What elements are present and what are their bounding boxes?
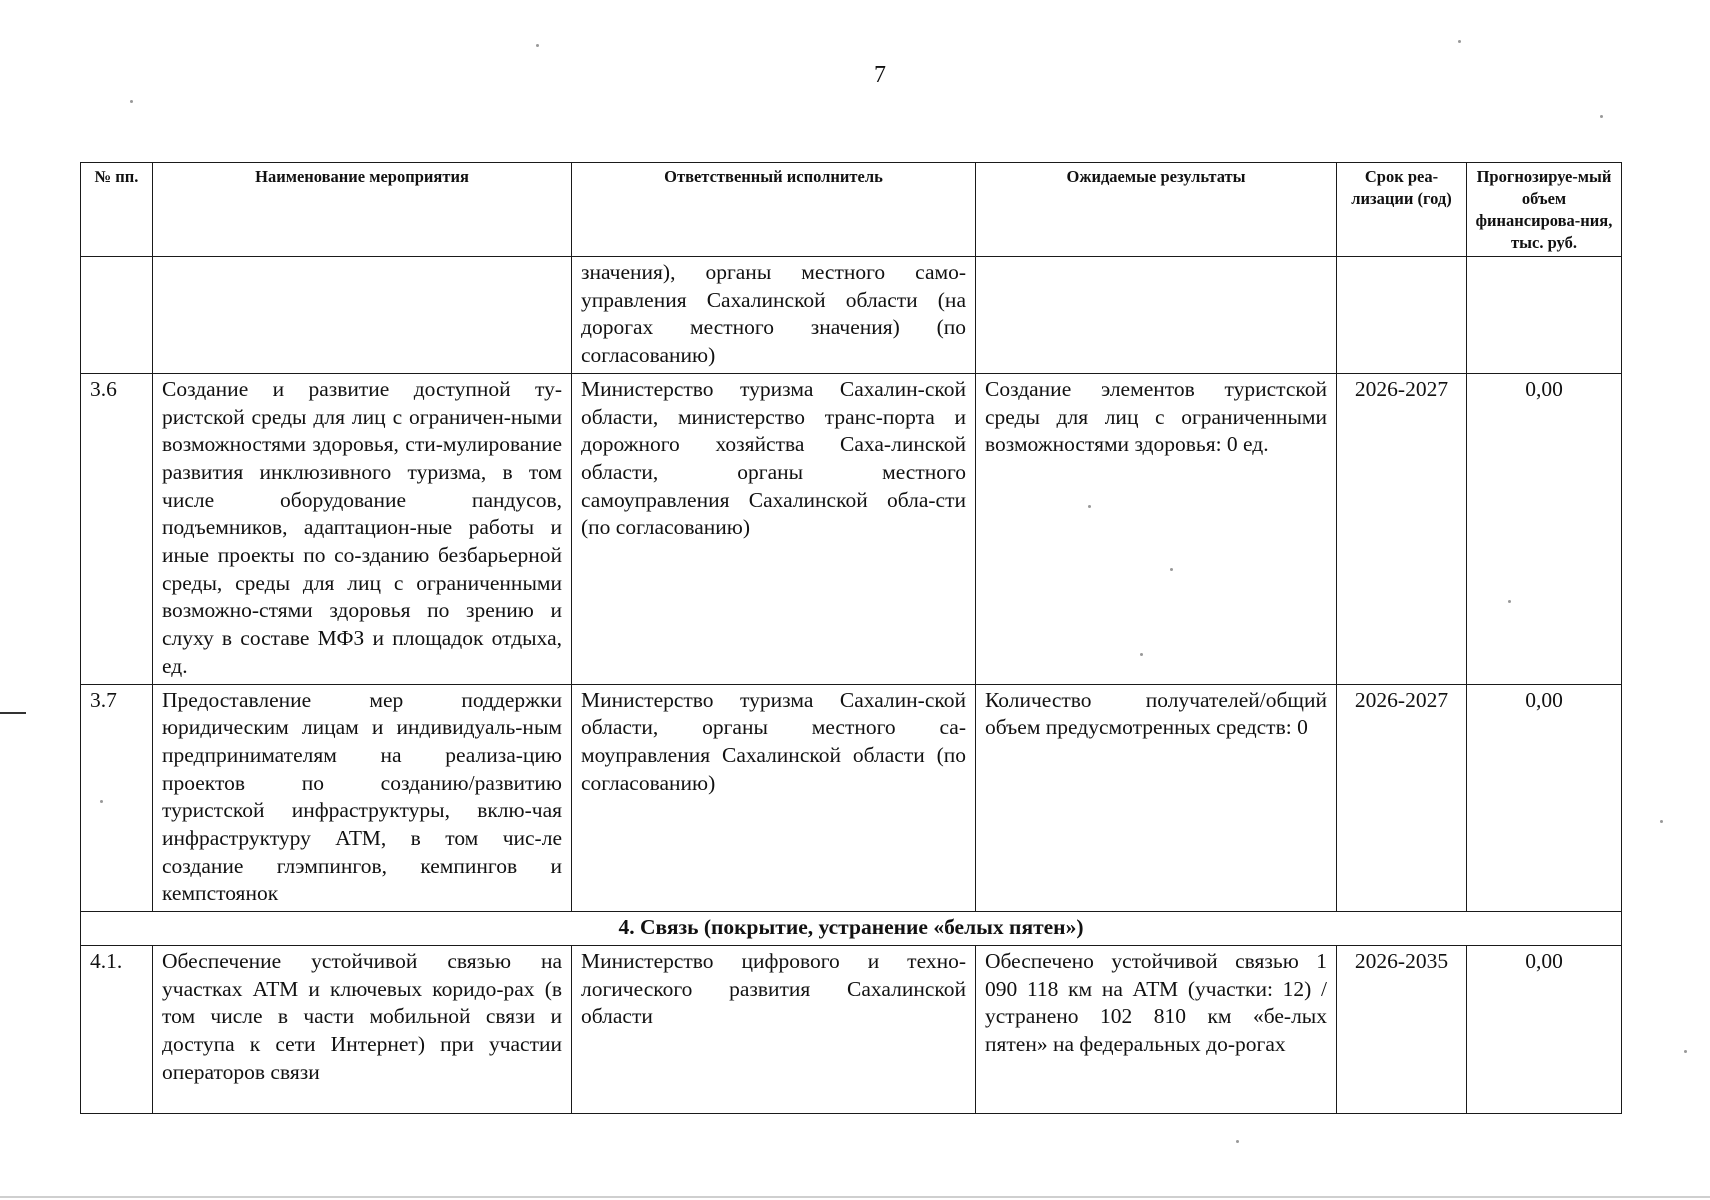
- cell-finance: 0,00: [1467, 373, 1622, 684]
- cell-executor: Министерство туризма Сахалин-ской области, органы местного са-моуправления Сахалинской области (по согласованию): [572, 684, 976, 912]
- scan-speck: [1170, 568, 1173, 571]
- cell-num: 4.1.: [81, 945, 153, 1113]
- cell-num: [81, 257, 153, 374]
- table-row: [81, 257, 1622, 374]
- header-num: № пп.: [81, 163, 153, 257]
- header-executor: Ответственный исполнитель: [572, 163, 976, 257]
- cell-term: 2026-2027: [1337, 373, 1467, 684]
- scan-speck: [1088, 505, 1091, 508]
- scan-speck: [1684, 1050, 1687, 1053]
- header-finance: Прогнозируе-мый объем финансирова-ния, тыс. руб.: [1467, 163, 1622, 257]
- cell-term: 2026-2035: [1337, 945, 1467, 1113]
- table-row: [81, 373, 1622, 684]
- cell-results: Количество получателей/общий объем предусмотренных средств: 0: [976, 684, 1337, 912]
- scan-speck: [536, 44, 539, 47]
- section-title: 4. Связь (покрытие, устранение «белых пятен»): [81, 912, 1622, 946]
- cell-results: [976, 257, 1337, 374]
- cell-executor: Министерство цифрового и техно-логического развития Сахалинской области: [572, 945, 976, 1113]
- table-row: [81, 945, 1622, 1113]
- scan-speck: [1140, 653, 1143, 656]
- cell-name: Предоставление мер поддержки юридическим лицам и индивидуаль-ным предпринимателям на реализа-цию проектов по созданию/развитию туристской инфраструктуры, вклю-чая инфраструктуру АТМ, в том чис-ле создание глэмпингов, кемпингов и кемпстоянок: [153, 684, 572, 912]
- header-name: Наименование мероприятия: [153, 163, 572, 257]
- activities-table: [80, 162, 1622, 1114]
- scan-speck: [100, 800, 103, 803]
- scan-edge-mark: [0, 712, 26, 714]
- cell-name: Создание и развитие доступной ту-ристской среды для лиц с ограничен-ными возможностями здоровья, сти-мулирование развития инклюзивного туризма, в том числе оборудование пандусов, подъемников, адаптацион-ные работы и иные проекты по со-зданию безбарьерной среды, среды для лиц с ограниченными возможно-стями здоровья по зрению и слуху в составе МФЗ и площадок отдыха, ед.: [153, 373, 572, 684]
- cell-executor: Министерство туризма Сахалин-ской области, министерство транс-порта и дорожного хозяйства Саха-линской области, органы местного самоуправления Сахалинской обла-сти (по согласованию): [572, 373, 976, 684]
- header-term: Срок реа-лизации (год): [1337, 163, 1467, 257]
- cell-finance: [1467, 257, 1622, 374]
- cell-finance: 0,00: [1467, 684, 1622, 912]
- scan-speck: [130, 100, 133, 103]
- table-header-row: [81, 163, 1622, 257]
- cell-num: 3.7: [81, 684, 153, 912]
- table-row: [81, 684, 1622, 912]
- page-number: 7: [874, 62, 886, 88]
- cell-term: [1337, 257, 1467, 374]
- cell-term: 2026-2027: [1337, 684, 1467, 912]
- cell-name: Обеспечение устойчивой связью на участках АТМ и ключевых коридо-рах (в том числе в части мобильной связи и доступа к сети Интернет) при участии операторов связи: [153, 945, 572, 1113]
- cell-results: Создание элементов туристской среды для лиц с ограниченными возможностями здоровья: 0 ед.: [976, 373, 1337, 684]
- section-row: [81, 912, 1622, 946]
- scan-bottom-edge: [0, 1196, 1710, 1198]
- scan-speck: [1458, 40, 1461, 43]
- cell-results: Обеспечено устойчивой связью 1 090 118 км на АТМ (участки: 12) / устранено 102 810 км «бе-лых пятен» на федеральных до-рогах: [976, 945, 1337, 1113]
- cell-name: [153, 257, 572, 374]
- scan-speck: [1660, 820, 1663, 823]
- cell-finance: 0,00: [1467, 945, 1622, 1113]
- cell-num: 3.6: [81, 373, 153, 684]
- scan-speck: [1508, 600, 1511, 603]
- header-results: Ожидаемые результаты: [976, 163, 1337, 257]
- cell-executor: значения), органы местного само-управления Сахалинской области (на дорогах местного значения) (по согласованию): [572, 257, 976, 374]
- scan-speck: [1236, 1140, 1239, 1143]
- scan-speck: [1600, 115, 1603, 118]
